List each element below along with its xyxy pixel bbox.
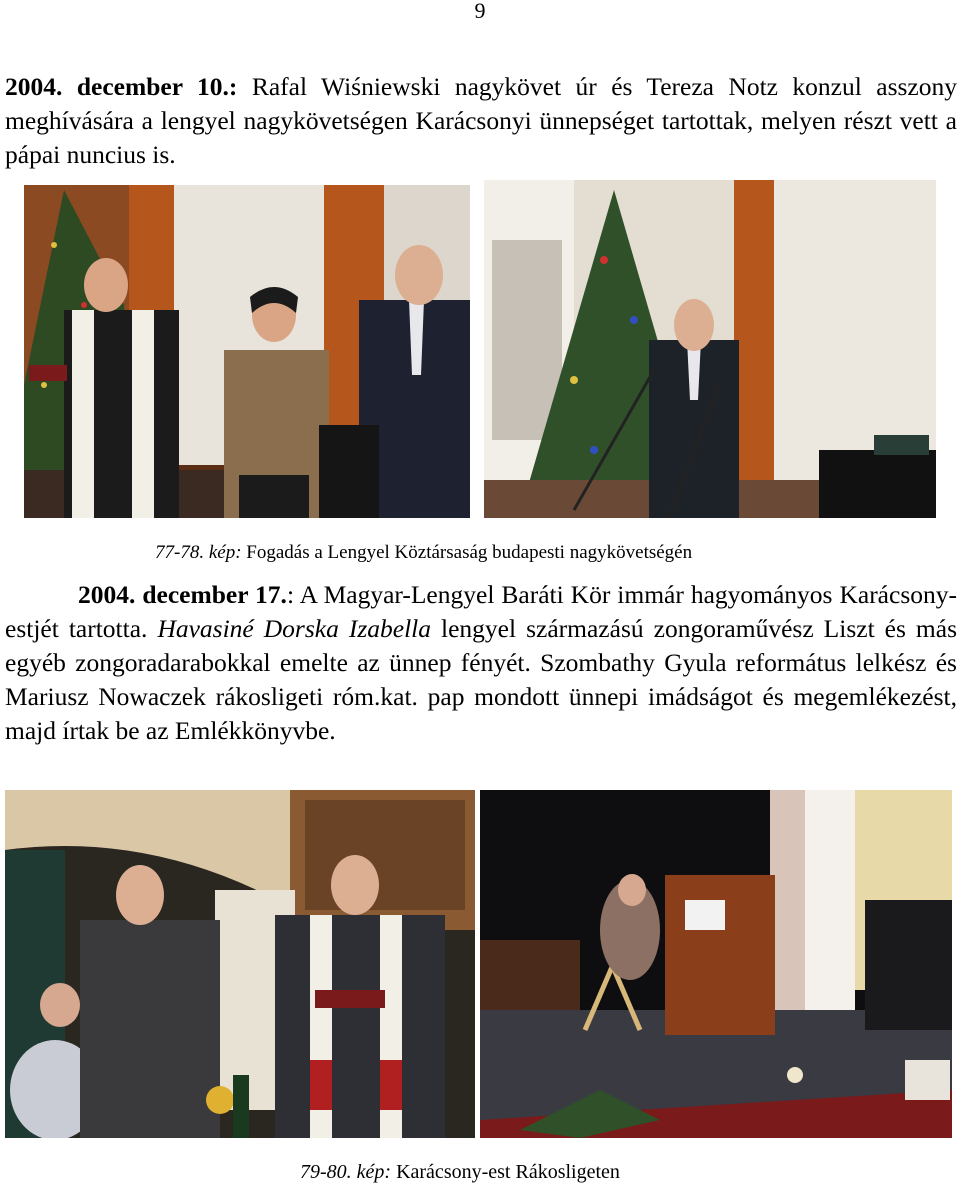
paragraph-text: : A Magyar-Lengyel Baráti Kör immár hagyományos Karácsony-estjét tartotta. bbox=[5, 580, 957, 643]
page-number: 9 bbox=[474, 0, 486, 23]
caption-label: 79-80. kép: bbox=[300, 1161, 392, 1183]
photo-rakosliget-pianist bbox=[480, 790, 952, 1138]
photo-rakosliget-speakers bbox=[5, 790, 475, 1138]
photo-embassy-guests bbox=[24, 185, 470, 518]
paragraph-christmas-evening bbox=[5, 578, 957, 748]
paragraph-text: Rafal Wiśniewski nagykövet úr és Tereza Notz konzul asszony meghívására a lengyel nagykövetségen Karácsonyi ünnepséget tartottak, melyen részt vett a pápai nuncius is. bbox=[5, 72, 958, 169]
caption-text: Fogadás a Lengyel Köztársaság budapesti nagykövetségén bbox=[241, 542, 693, 563]
paragraph-text-continued: lengyel származású zongoraművész Liszt és más egyéb zongoradarabokkal emelte az ünnep fényét. Szombathy Gyula református lelkész és Mariusz Nowaczek rákosligeti róm.kat. pap mondott ünnepi imádságot és megemlékezést, majd írtak be az Emlékkönyvbe. bbox=[5, 613, 957, 745]
caption-photos-79-80 bbox=[300, 1161, 620, 1184]
caption-label: 77-78. kép: bbox=[155, 542, 242, 563]
caption-photos-77-78 bbox=[155, 542, 692, 564]
paragraph-date: 2004. december 17. bbox=[78, 580, 287, 609]
photo-embassy-speech bbox=[484, 180, 936, 518]
caption-text: Karácsony-est Rákosligeten bbox=[391, 1161, 620, 1183]
pianist-name: Havasiné Dorska Izabella bbox=[157, 613, 432, 643]
paragraph-embassy-reception bbox=[5, 70, 957, 172]
paragraph-date: 2004. december 10.: bbox=[5, 72, 238, 101]
